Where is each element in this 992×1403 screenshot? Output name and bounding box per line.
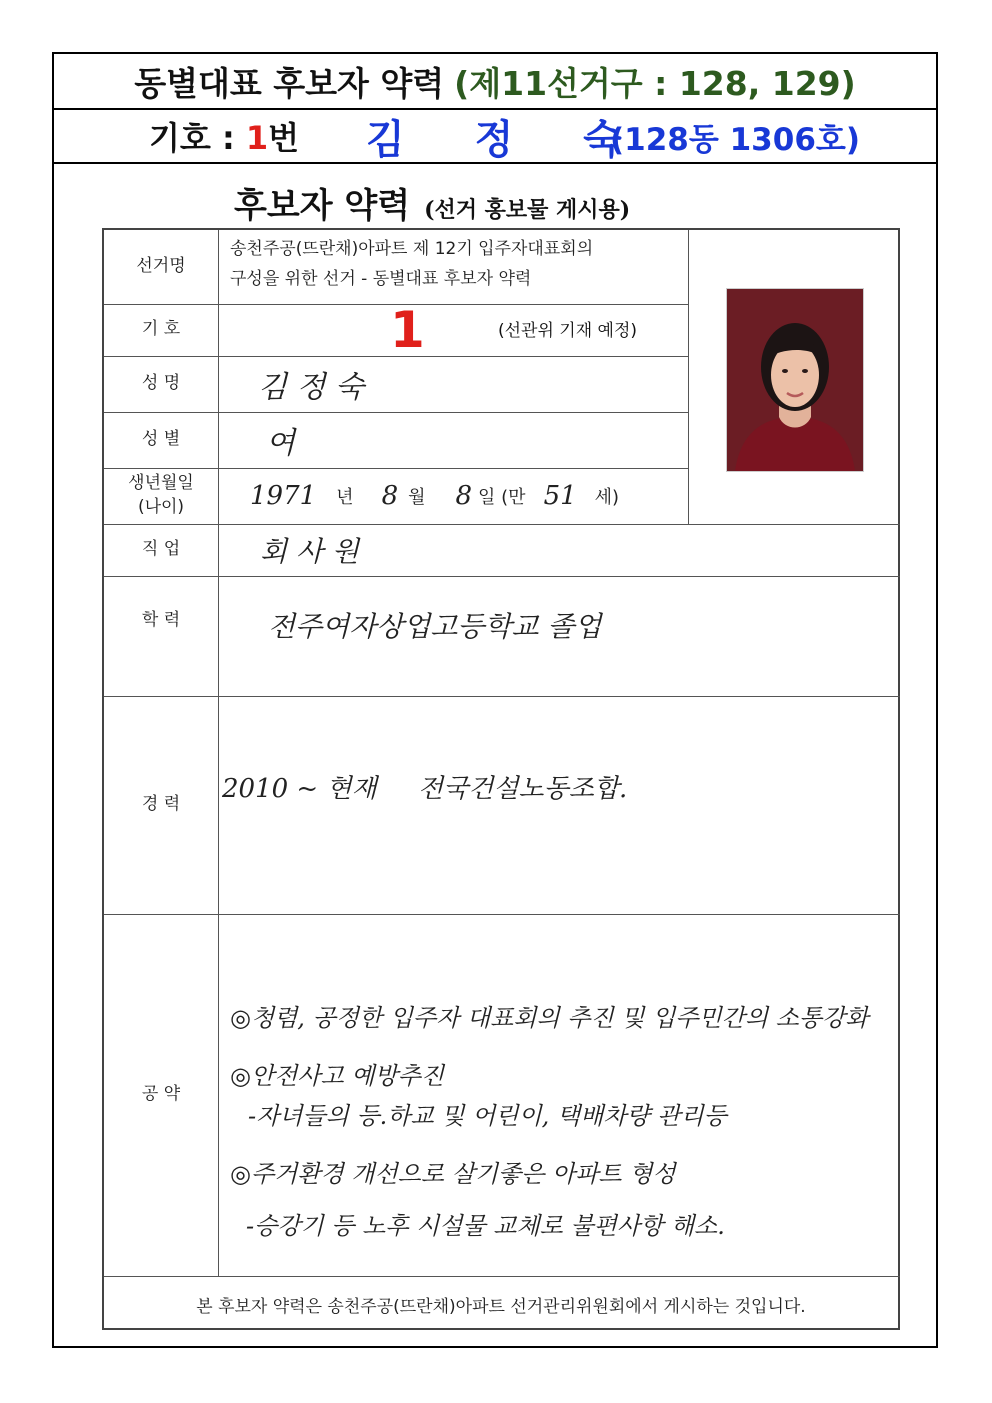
election-line2: 구성을 위한 선거 - 동별대표 후보자 약력 [230, 269, 532, 289]
document-frame [52, 52, 938, 1348]
candidate-name: 김 정 숙 [366, 116, 650, 163]
label-election: 선거명 [136, 256, 186, 277]
pledge-item: -자녀들의 등.하교 및 어린이, 택배차량 관리등 [248, 1102, 727, 1130]
election-name [230, 234, 690, 300]
pledge-item: ◎청렴, 공정한 입주자 대표회의 추진 및 입주민간의 소통강화 [230, 1004, 869, 1032]
form-divider [104, 524, 900, 525]
gender-value: 여 [266, 426, 295, 461]
birth-month-unit: 월 [408, 487, 426, 508]
page-title: 동별대표 후보자 약력 [134, 63, 445, 103]
district-label: (제11선거구 : 128, 129) [454, 63, 856, 103]
label-gender: 성 별 [141, 429, 181, 450]
birth-value [250, 468, 619, 524]
career-value: 2010 ~ 현재 전국건설노동조합. [222, 773, 628, 804]
subtitle-note: (선거 홍보물 게시용) [424, 197, 631, 223]
name-value: 김 정 숙 [258, 370, 365, 405]
label-career: 경 력 [141, 794, 181, 815]
birth-age-unit: 세) [594, 487, 620, 508]
form-divider [104, 1276, 900, 1277]
birth-month: 8 [381, 481, 399, 511]
label-birth [104, 468, 218, 524]
birth-age: 51 [543, 481, 577, 511]
form-divider [218, 230, 219, 1276]
label-birth-line2: (나이) [137, 497, 185, 517]
label-pledge: 공 약 [141, 1084, 181, 1105]
header-title-row [54, 54, 936, 110]
profile-form [102, 228, 900, 1330]
number-prefix: 기호 : [149, 119, 246, 157]
birth-day: 8 [455, 481, 473, 511]
candidate-photo-image [727, 289, 863, 471]
label-birth-line1: 생년월일 [128, 473, 194, 494]
candidate-unit: (128동 1306호) [610, 121, 861, 158]
birth-year-unit: 년 [336, 487, 354, 508]
label-job: 직 업 [141, 539, 181, 560]
education-value: 전주여자상업고등학교 졸업 [268, 610, 602, 643]
job-value: 회 사 원 [260, 535, 359, 568]
header-candidate-row [54, 110, 936, 164]
number-value-field: 1 [390, 301, 425, 359]
pledge-item: ◎안전사고 예방추진 [230, 1062, 445, 1090]
candidate-number [149, 113, 299, 159]
label-name: 성 명 [141, 373, 181, 394]
subtitle-main: 후보자 약력 [234, 186, 411, 226]
footer-notice: 본 후보자 약력은 송천주공(뜨란채)아파트 선거관리위원회에서 게시하는 것입니다. [196, 1296, 806, 1317]
label-education: 학 력 [141, 610, 181, 631]
form-divider [104, 696, 900, 697]
candidate-photo [726, 288, 864, 472]
pledge-item: ◎주거환경 개선으로 살기좋은 아파트 형성 [230, 1160, 676, 1188]
birth-day-unit: 일 (만 [478, 487, 526, 508]
pledge-item: -승강기 등 노후 시설물 교체로 불편사항 해소. [246, 1212, 725, 1240]
election-line1: 송천주공(뜨란채)아파트 제 12기 입주자대표회의 [230, 239, 594, 259]
form-divider [104, 914, 900, 915]
label-number: 기 호 [141, 319, 181, 340]
subtitle [234, 178, 630, 227]
number-suffix: 번 [268, 119, 300, 157]
birth-year: 1971 [250, 481, 317, 511]
number-value: 1 [245, 119, 269, 157]
number-note: (선관위 기재 예정) [498, 321, 638, 341]
